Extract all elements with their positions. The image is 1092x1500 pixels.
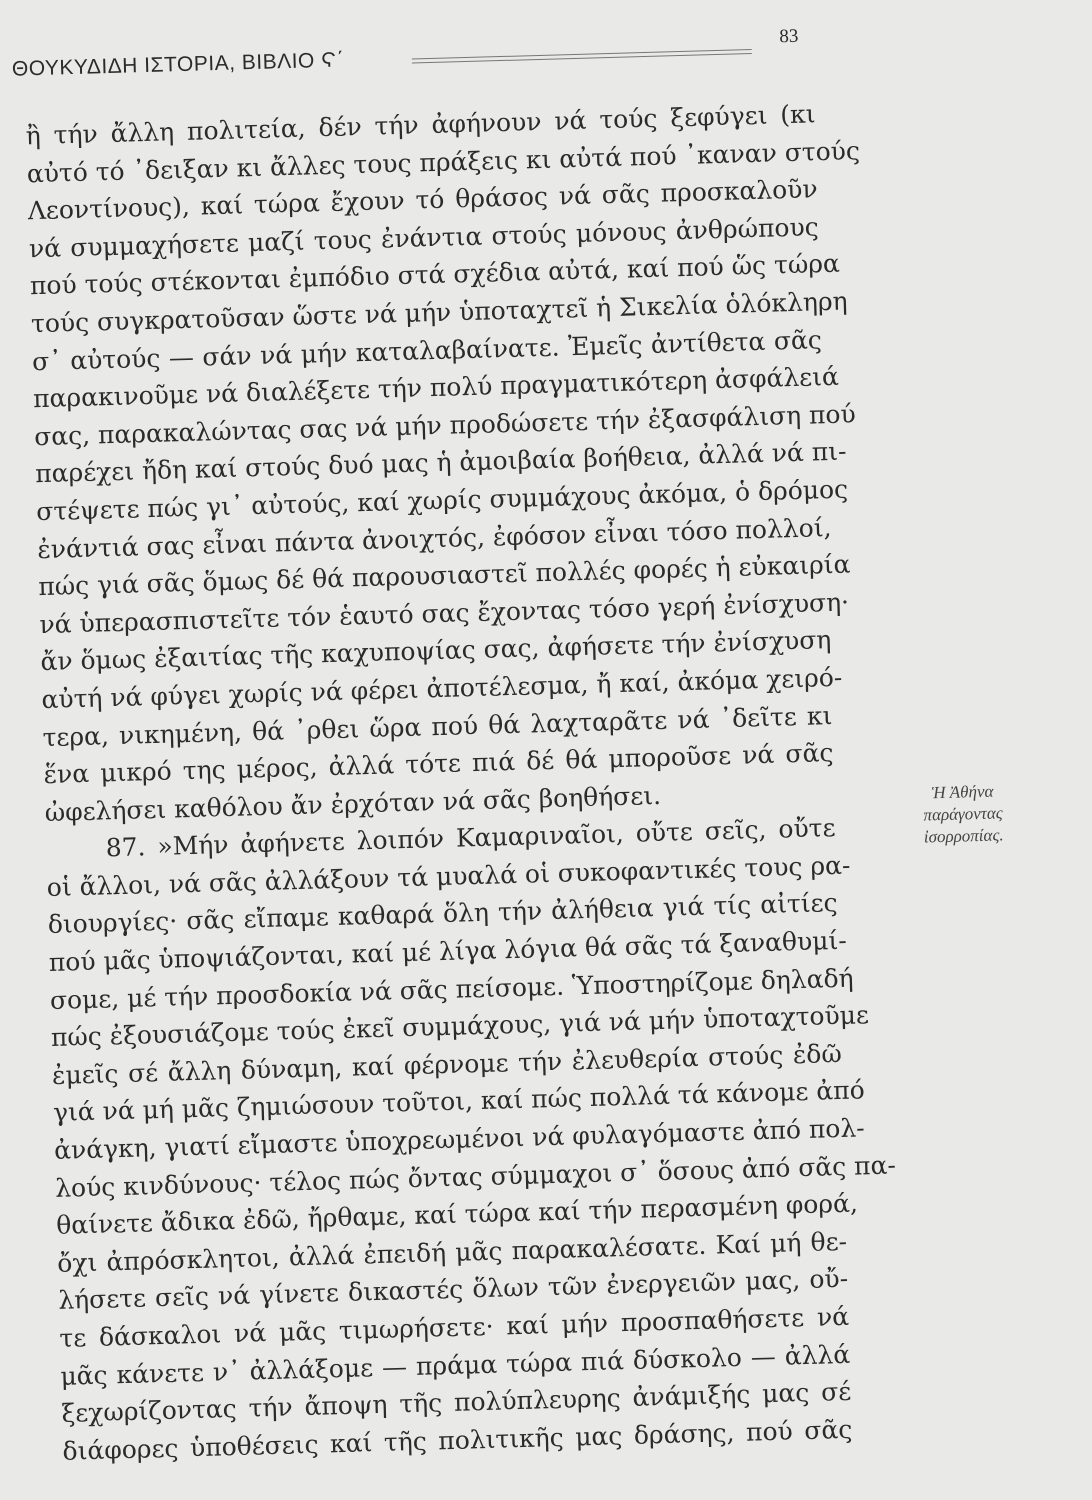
text-line: σομε, μέ τήν προσδοκία νά σᾶς πείσομε. Ὑποστηρίζομε δηλαδή <box>49 963 854 1015</box>
text-line: θαίνετε ἄδικα ἐδῶ, ἤρθαμε, καί τώρα καί τήν περασμένη φορά, <box>55 1188 859 1241</box>
text-line: πού τούς στέκονται ἐμπόδιο στά σχέδια αὐτά, καί πού ὥς τώρα <box>29 249 841 301</box>
running-head <box>11 25 803 96</box>
text-line: πού μᾶς ὑποψιάζονται, καί μέ λίγα λόγια θά σᾶς τά ξαναθυμί- <box>48 925 848 978</box>
text-line: αὐτό τό ᾿δειξαν κι ἄλλες τους πράξεις κι αὐτά πού ᾿καναν στούς <box>26 135 861 188</box>
text-line: Λεοντίνους), καί τώρα ἔχουν τό θράσος νά σᾶς προσκαλοῦν <box>27 174 818 226</box>
text-line: τερα, νικημένη, θά ᾿ρθει ὥρα πού θά λαχταρᾶτε νά ᾿δεῖτε κι <box>42 700 833 752</box>
page-number: 83 <box>779 25 799 48</box>
text-line: γιά νά μή μᾶς ζημιώσουν τοῦτοι, καί πώς πολλά τά κάνομε ἀπό <box>52 1075 866 1128</box>
text-line: λούς κινδύνους· τέλος πώς ὄντας σύμμαχοι σ᾿ ὅσους ἀπό σᾶς πα- <box>54 1150 897 1203</box>
text-line: σ᾿ αὐτούς — σάν νά μήν καταλαβαίνατε. Ἐμεῖς ἀντίθετα σᾶς <box>31 324 823 376</box>
text-line: νά ὑπερασπιστεῖτε τόν ἑαυτό σας ἔχοντας τόσο γερή ἐνίσχυση· <box>39 587 850 639</box>
body-text <box>25 95 897 1470</box>
text-line: διουργίες· σᾶς εἴπαμε καθαρά ὅλη τήν ἀλήθεια γιά τίς αἰτίες <box>47 888 838 940</box>
text-line: λήσετε σεῖς νά γίνετε δικαστές ὅλων τῶν ἐνεργειῶν μας, οὔ- <box>57 1264 849 1316</box>
text-line: αὐτή νά φύγει χωρίς νά φέρει ἀποτέλεσμα, ἤ καί, ἀκόμα χειρό- <box>41 662 843 715</box>
running-title: ΘΟΥΚΥΔΙΔΗ ΙΣΤΟΡΙΑ, ΒΙΒΛΙΟ Ϛ΄ <box>11 48 345 81</box>
text-line: μᾶς κάνετε ν᾿ ἀλλάξομε — πράμα τώρα πιά δύσκολο — ἀλλά <box>60 1339 851 1391</box>
text-line: ἕνα μικρό της μέρος, ἀλλά τότε πιά δέ θά μποροῦσε νά σᾶς <box>43 738 834 790</box>
text-line: οἱ ἄλλοι, νά σᾶς ἀλλάξουν τά μυαλά οἱ συκοφαντικές τους ρα- <box>46 850 851 902</box>
text-line: ἢ τήν ἄλλη πολιτεία, δέν τήν ἀφήνουν νά τούς ξεφύγει (κι <box>25 99 816 151</box>
text-line: ὠφελήσει καθόλου ἄν ἐρχόταν νά σᾶς βοηθήσει. <box>44 780 662 827</box>
text-line: παρέχει ἤδη καί στούς δυό μας ἡ ἀμοιβαία βοήθεια, ἀλλά νά πι- <box>34 436 847 489</box>
text-line: τε δάσκαλοι νά μᾶς τιμωρήσετε· καί μήν προσπαθήσετε νά <box>58 1301 850 1353</box>
margin-note-line: παράγοντας <box>923 803 1003 825</box>
text-line: ἄν ὅμως ἐξαιτίας τῆς καχυποψίας σας, ἀφήσετε τήν ἐνίσχυση <box>40 625 832 677</box>
text-line: στέψετε πώς γι᾿ αὐτούς, καί χωρίς συμμάχους ἀκόμα, ὁ δρόμος <box>35 474 849 527</box>
paragraph-start-line: 87. »Μήν ἀφήνετε λοιπόν Καμαριναῖοι, οὔτε σεῖς, οὔτε <box>105 813 836 863</box>
text-line: σας, παρακαλώντας σας νά μήν προδώσετε τήν ἐξασφάλιση πού <box>33 399 857 451</box>
margin-note-line: Ἡ Ἀθήνα <box>931 781 994 803</box>
text-line: νά συμμαχήσετε μαζί τους ἐνάντια στούς μόνους ἀνθρώπους <box>28 212 820 264</box>
text-line: διάφορες ὑποθέσεις καί τῆς πολιτικῆς μας δράσης, πού σᾶς <box>62 1414 853 1466</box>
text-line: παρακινοῦμε νά διαλέξετε τήν πολύ πραγματικότερη ἀσφάλειά <box>32 361 840 414</box>
text-line: πώς γιά σᾶς ὅμως δέ θά παρουσιαστεῖ πολλές φορές ἡ εὐκαιρία <box>37 549 851 602</box>
text-line: ὄχι ἀπρόσκλητοι, ἀλλά ἐπειδή μᾶς παρακαλέσατε. Καί μή θε- <box>56 1226 848 1278</box>
text-line: ξεχωρίζοντας τήν ἄποψη τῆς πολύπλευρης ἀνάμιξής μας σέ <box>61 1376 852 1429</box>
text-line: πώς ἐξουσιάζομε τούς ἐκεῖ συμμάχους, γιά νά μήν ὑποταχτοῦμε <box>50 1000 870 1053</box>
text-line: ἐμεῖς σέ ἄλλη δύναμη, καί φέρνομε τήν ἐλευθερία στούς ἐδῶ <box>51 1038 843 1090</box>
margin-note <box>867 779 1059 850</box>
text-line: ἐνάντιά σας εἶναι πάντα ἀνοιχτός, ἐφόσον εἶναι τόσο πολλοί, <box>36 512 832 564</box>
text-line: ἀνάγκη, γιατί εἴμαστε ὑποχρεωμένοι νά φυλαγόμαστε ἀπό πολ- <box>53 1113 866 1165</box>
margin-note-line: ἰσορροπίας. <box>923 825 1004 847</box>
text-line: τούς συγκρατοῦσαν ὥστε νά μήν ὑποταχτεῖ ἡ Σικελία ὁλόκληρη <box>30 286 848 339</box>
